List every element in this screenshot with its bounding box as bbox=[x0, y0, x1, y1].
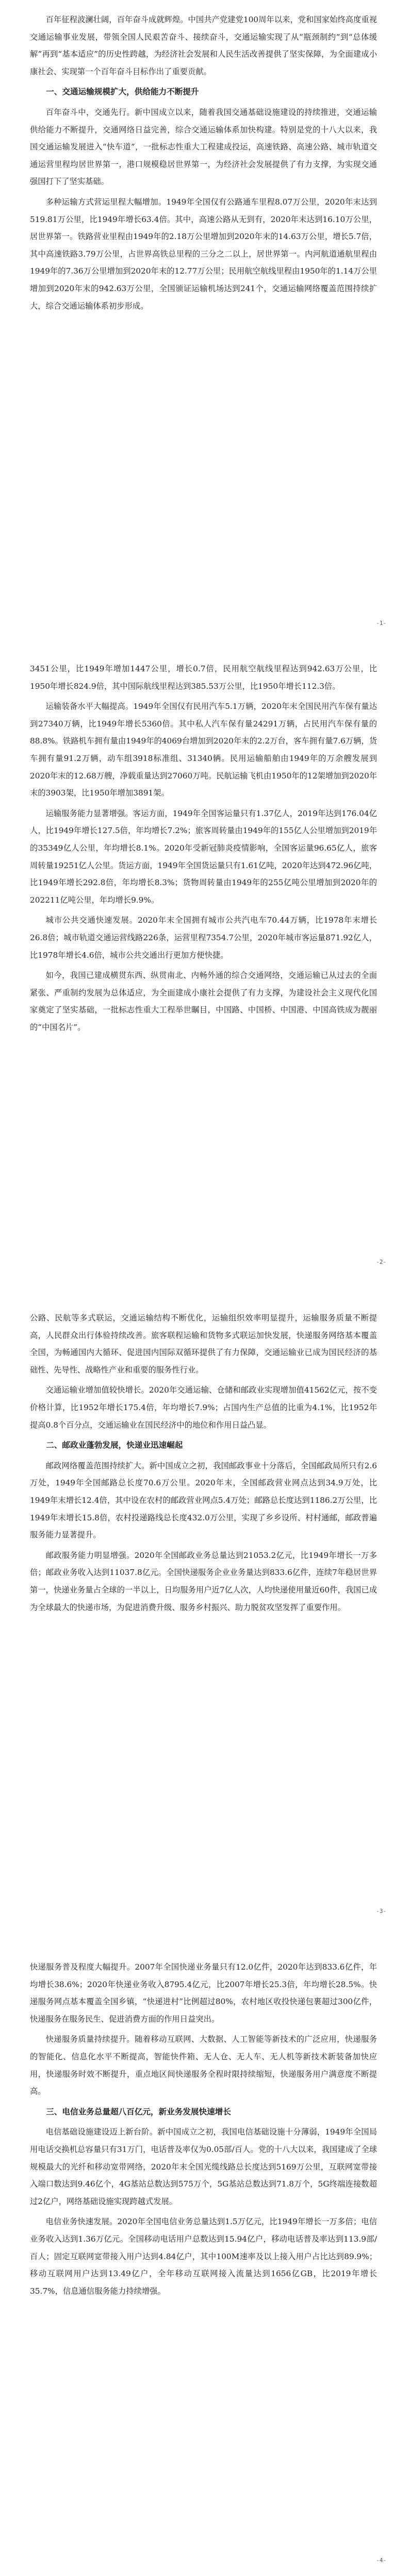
paragraph: 邮政服务能力明显增强。2020年全国邮政业务总量达到21053.2亿元，比1949年增长一万多倍；邮政业务收入达到11037.8亿元。全国快递服务企业业务量达到833.6亿件，连续7年稳居世界第一，快递业务量占全球的一半以上，日均服务用户近7亿人次，人均快递使用量近60件，我国已成为全球最大的快递市场，为促进消费升级、服务乡村振兴、助力脱贫攻坚发挥了重要作用。 bbox=[30, 1550, 377, 1612]
page-number: -4- bbox=[376, 2557, 386, 2564]
section-heading: 一、交通运输规模扩大，供给能力不断提升 bbox=[46, 87, 199, 97]
document-page bbox=[0, 660, 409, 1268]
paragraph: 百年征程波澜壮阔，百年奋斗成就辉煌。中国共产党建党100周年以来，党和国家始终高度重视交通运输事业发展，带领全国人民艰苦奋斗、接续奋斗，交通运输实现了从“瓶颈制约”到“总体缓解”再到“基本适应”的历史性跨越，为经济社会发展和人民生活改善提供了坚实保障，为全面建成小康社会、实现第一个百年奋斗目标作出了重要贡献。 bbox=[30, 15, 377, 76]
paragraph: 电信业务快速发展。2020年全国电信业务总量达到1.5万亿元，比1949年增长一万多倍；电信业务收入达到1.36万亿元。全国移动电话用户总数达到15.94亿户，移动电话普及率达到113.9部/百人；固定互联网宽带接入用户达到4.84亿户，其中100M速率及以上接入用户占比达到89.9%；移动互联网用户达到13.49亿户，全年移动互联网接入流量达到1656亿GB，比2019年增长35.7%，信息通信服务能力持续增强。 bbox=[30, 2217, 377, 2296]
paragraph: 公路、民航等多式联运，交通运输结构不断优化，运输组织效率明显提升，运输服务质量不断提高，人民群众出行体验持续改善。旅客联程运输和货物多式联运加快发展，快递服务网络基本覆盖全国，为畅通国内大循环、促进国内国际双循环提供了有力保障，交通运输业已成为国民经济的基础性、先导性、战略性产业和重要的服务性行业。 bbox=[30, 1313, 377, 1375]
paragraph: 多种运输方式营运里程大幅增加。1949年全国仅有公路通车里程8.07万公里，2020年末达到519.81万公里，比1949年增长63.4倍。其中，高速公路从无到有，2020年末达到16.10万公里，居世界第一。铁路营业里程由1949年的2.18万公里增加到2020年末的14.63万公里，增长5.7倍，其中高速铁路3.79万公里，占世界高铁总里程的三分之二以上，居世界第一。内河航道通航里程由1949年的7.36万公里增加到2020年末的12.77万公里；民用航空航线里程由1950年的1.14万公里增加到2020年末的942.63万公里，全国颁证运输机场达到241个，交通运输网络覆盖范围持续扩大，综合交通运输体系初步形成。 bbox=[30, 197, 377, 311]
page-number: -3- bbox=[376, 1908, 386, 1914]
paragraph: 邮政网络覆盖范围持续扩大。新中国成立之初，我国邮政事业十分落后，全国邮政局所只有2.6万处，1949年全国邮路总长度70.6万公里。2020年末，全国邮政营业网点达到34.9万处，比1949年末增长12.4倍，其中设在农村的邮政营业网点5.4万处；邮路总长度达到1186.2万公里，比1949年末增长15.8倍，农村投递路线总长度432.0万公里，实现了乡乡设所、村村通邮，邮政普遍服务能力显著提升。 bbox=[30, 1461, 377, 1540]
paragraph: 如今，我国已建成横贯东西、纵贯南北、内畅外通的综合交通网络，交通运输已从过去的全面紧张、严重制约发展为总体适应，为全面建成小康社会提供了有力支撑，为建设社会主义现代化国家奠定了坚实基础，一批标志性重大工程举世瞩目，中国路、中国桥、中国港、中国高铁成为靓丽的“中国名片”。 bbox=[30, 971, 377, 1032]
paragraph: 运输装备水平大幅提高。1949年全国仅有民用汽车5.1万辆，2020年末全国民用汽车保有量达到27340万辆，比1949年增长5360倍。其中私人汽车保有量24291万辆，占民用汽车保有量的88.8%。铁路机车拥有量由1949年的4069台增加到2020年末的2.2万台，客车拥有量7.6万辆，货车拥有量91.2万辆，动车组3918标准组、31340辆。民用运输船舶由1949年的万余艘发展到2020年末的12.68万艘，净载重量达到27060万吨。民航运输飞机由1950年的12架增加到2020年末的3903架，比1950年增加3891架。 bbox=[30, 702, 377, 798]
page-number: -2- bbox=[376, 1259, 386, 1265]
page-number: -1- bbox=[376, 620, 386, 626]
paragraph: 城市公共交通快速发展。2020年末全国拥有城市公共汽电车70.44万辆，比1978年末增长26.8倍；城市轨道交通运营线路226条，运营里程7354.7公里，2020年城市客运量871.92亿人，比1978年增长4.6倍，城市公共交通出行更加方便快捷。 bbox=[30, 916, 377, 960]
paragraph: 3451公里，比1949年增加1447公里，增长0.7倍，民用航空航线里程达到942.63万公里，比1950年增长824.9倍，其中国际航线里程达到385.53万公里，比1950年增长112.3倍。 bbox=[30, 664, 377, 691]
section-heading: 三、电信业务总量超八百亿元，新业务发展快速增长 bbox=[46, 2107, 231, 2116]
paragraph: 运输服务能力显著增强。客运方面，1949年全国客运量只有1.37亿人，2019年达到176.04亿人，比1949年增长127.5倍，年均增长7.2%；旅客周转量由1949年的155亿人公里增加到2019年的35349亿人公里，年均增长8.1%。2020年受新冠肺炎疫情影响，全国客运量96.65亿人，旅客周转量19251亿人公里。货运方面，1949年全国货运量只有1.61亿吨，2020年达到472.96亿吨，比1949年增长292.8倍，年均增长8.3%；货物周转量由1949年的255亿吨公里增加到2020年的202211亿吨公里，年均增长9.9%。 bbox=[30, 808, 378, 905]
document-page bbox=[0, 11, 409, 630]
paragraph: 电信基础设施建设迈上新台阶。新中国成立之初，我国电信基础设施十分薄弱，1949年全国局用电话交换机总容量只有31万门，电话普及率仅为0.05部/百人。党的十八大以来，我国建成了全球规模最大的光纤和移动宽带网络，2020年末全国光缆线路总长度达到5169万公里，互联网宽带接入端口数达到9.46亿个，4G基站总数达到575万个，5G基站总数达到71.8万个，5G终端连接数超过2亿户，网络基础设施实现跨越式发展。 bbox=[30, 2127, 377, 2206]
paragraph: 百年奋斗中，交通先行。新中国成立以来，随着我国交通基础设施建设的持续推进，交通运输供给能力不断提升，交通网络日益完善，综合交通运输体系加快构建。特别是党的十八大以来，我国交通运输发展进入“快车道”，一批标志性重大工程建成投运，高速铁路、高速公路、城市轨道交通运营里程均居世界第一，港口规模稳居世界第一，为经济社会发展提供了有力支撑，为实现交通强国打下了坚实基础。 bbox=[30, 107, 377, 187]
paragraph: 快递服务质量持续提升。随着移动互联网、大数据、人工智能等新技术的广泛应用，快递服务的智能化、信息化水平不断提高，智能快件箱、无人仓、无人车、无人机等新技术新装备加快应用，快递服务时效不断提升，重点地区间快递服务全程时限持续缩短，快递服务用户满意度不断提高。 bbox=[30, 2035, 377, 2096]
document-page bbox=[0, 1310, 409, 1918]
document-page bbox=[0, 1959, 409, 2567]
section-heading: 二、邮政业蓬勃发展，快递业迅速崛起 bbox=[46, 1440, 183, 1450]
paragraph: 快递服务普及程度大幅提升。2007年全国快递业务量只有12.0亿件，2020年达到833.6亿件，年均增长38.6%；2020年快递业务收入8795.4亿元，比2007年增长25.3倍，年均增长28.5%。快递服务网点基本覆盖全国乡镇，“快递进村”比例超过80%，农村地区收投快递包裹超过300亿件，快递服务在服务民生、促进消费方面的作用日益突出。 bbox=[30, 1962, 377, 2024]
paragraph: 交通运输业增加值较快增长。2020年交通运输、仓储和邮政业实现增加值41562亿元，按不变价格计算，比1952年增长175.4倍，年均增长7.9%；占国内生产总值的比重为4.1%，比1952年提高0.8个百分点，交通运输业在国民经济中的地位和作用日益凸显。 bbox=[30, 1385, 377, 1430]
